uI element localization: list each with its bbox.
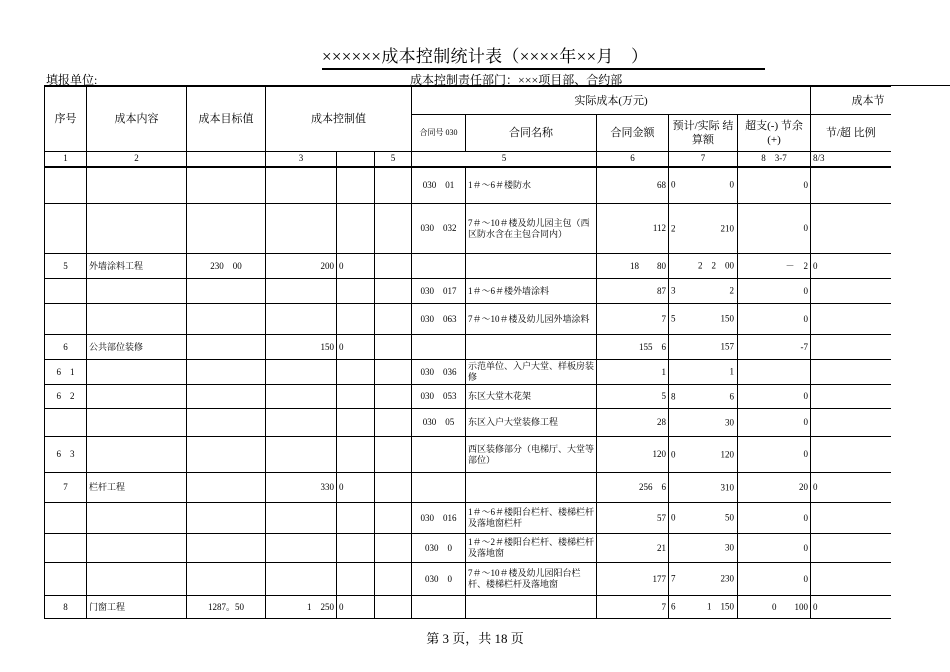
index-cell: 3: [266, 152, 337, 167]
index-cell: 2: [87, 152, 187, 167]
cell-control-b: [337, 360, 375, 385]
cell-amount: 57: [597, 503, 669, 534]
cell-amount: 120: [597, 437, 669, 473]
cell-name: 示范单位、入户大堂、样板房装修: [466, 360, 597, 385]
index-cell: 6: [597, 152, 669, 167]
cell-over: 0: [738, 563, 811, 596]
col-header-contract-no: 合同号 030: [412, 115, 466, 152]
cell-name: [466, 254, 597, 279]
cell-amount: 18 80: [597, 254, 669, 279]
cell-amount: 5: [597, 385, 669, 409]
cell-content: [87, 503, 187, 534]
cell-ratio: [811, 503, 891, 534]
cell-over: 0: [738, 503, 811, 534]
cell-content: 栏杆工程: [87, 473, 187, 503]
cell-amount: 68: [597, 167, 669, 204]
cell-contract: 030 032: [412, 204, 466, 254]
cell-seq: [45, 563, 87, 596]
cell-control: [266, 385, 337, 409]
cell-target: [187, 385, 266, 409]
settlement-cell: [669, 335, 738, 360]
cell-contract: [412, 596, 466, 619]
cell-over: 0: [738, 409, 811, 437]
table-row: [45, 473, 891, 503]
col-header-contract-amount: 合同金额: [597, 115, 669, 152]
cell-seq: [45, 503, 87, 534]
settlement-cell: [669, 167, 738, 204]
cell-content: [87, 563, 187, 596]
cell-name: 7＃～10＃楼及幼儿园阳台栏杆、楼梯栏杆及落地窗: [466, 563, 597, 596]
settlement-value: 2: [729, 285, 734, 296]
table-row: [45, 254, 891, 279]
cell-left-value: 2: [671, 223, 676, 233]
table-row: [45, 304, 891, 335]
cell-target: [187, 279, 266, 304]
cell-ratio: 0: [811, 596, 891, 619]
settlement-cell: [669, 473, 738, 503]
cell-contract: [412, 473, 466, 503]
cell-name: 东区大堂木花架: [466, 385, 597, 409]
cell-name: 1＃～6＃楼防水: [466, 167, 597, 204]
cell-control: [266, 204, 337, 254]
cell-control: [266, 534, 337, 563]
settlement-cell: [669, 534, 738, 563]
cell-control-b: [337, 167, 375, 204]
settlement-cell: [669, 254, 738, 279]
cell-control: [266, 409, 337, 437]
cell-amount: 112: [597, 204, 669, 254]
col-header-seq: 序号: [45, 87, 87, 152]
cell-target: [187, 473, 266, 503]
cell-control-b: [337, 409, 375, 437]
col-header-settlement: 预计/实际 结算额: [669, 115, 738, 152]
cell-control-b: [337, 204, 375, 254]
table-row: [45, 409, 891, 437]
index-cell: [187, 152, 266, 167]
cell-amount: 28: [597, 409, 669, 437]
settlement-value: 150: [720, 313, 734, 324]
cell-control-b: 0: [337, 596, 375, 619]
reporting-unit-label: 填报单位:: [46, 73, 98, 87]
cell-ratio: [811, 563, 891, 596]
cell-over: 0: [738, 304, 811, 335]
cell-target: [187, 360, 266, 385]
cell-control-b: [337, 385, 375, 409]
cell-left-value: 3: [671, 285, 676, 296]
settlement-value: 2 2 00: [697, 260, 734, 271]
cell-seq: [45, 204, 87, 254]
cell-target: [187, 304, 266, 335]
cell-content: [87, 360, 187, 385]
cell-seq: [45, 409, 87, 437]
cell-amount: 87: [597, 279, 669, 304]
cell-control-b: [337, 279, 375, 304]
cell-over: 0: [738, 167, 811, 204]
cell-amount: 256 6: [597, 473, 669, 503]
cell-name: [466, 596, 597, 619]
cell-seq: 5: [45, 254, 87, 279]
cell-name: [466, 473, 597, 503]
cell-seq: 6 2: [45, 385, 87, 409]
cell-ratio: 0: [811, 473, 891, 503]
cell-contract: 030 036: [412, 360, 466, 385]
cell-over: [738, 360, 811, 385]
cell-empty: [375, 409, 412, 437]
cell-name: 东区入户大堂装修工程: [466, 409, 597, 437]
cell-left-value: 6: [671, 601, 676, 612]
cell-seq: [45, 534, 87, 563]
cell-content: [87, 409, 187, 437]
settlement-value: 30: [725, 417, 734, 427]
cell-control-b: [337, 437, 375, 473]
cell-contract: 030 05: [412, 409, 466, 437]
cell-empty: [375, 167, 412, 204]
cell-content: [87, 204, 187, 254]
settlement-value: 50: [725, 512, 734, 523]
cell-empty: [375, 279, 412, 304]
cell-content: 门窗工程: [87, 596, 187, 619]
cell-contract: 030 016: [412, 503, 466, 534]
cost-control-table: [44, 86, 891, 619]
cell-control: 330: [266, 473, 337, 503]
cell-target: [187, 335, 266, 360]
cell-control-b: [337, 563, 375, 596]
table-row: [45, 385, 891, 409]
settlement-cell: [669, 503, 738, 534]
cell-over: 0: [738, 437, 811, 473]
cell-ratio: [811, 279, 891, 304]
cell-control: [266, 167, 337, 204]
settlement-cell: [669, 279, 738, 304]
page-title: ××××××成本控制统计表（××××年××月 ）: [322, 46, 765, 70]
cell-name: 7＃～10＃楼及幼儿园主包（西区防水含在主包合同内）: [466, 204, 597, 254]
cell-over: 0: [738, 204, 811, 254]
cell-over: 0: [738, 534, 811, 563]
settlement-value: 30: [725, 542, 734, 553]
cell-target: [187, 563, 266, 596]
cell-empty: [375, 204, 412, 254]
cell-seq: [45, 167, 87, 204]
settlement-cell: [669, 204, 738, 254]
cell-seq: [45, 279, 87, 304]
cell-left-value: 7: [671, 573, 676, 584]
settlement-cell: [669, 360, 738, 385]
cell-target: 1287。50: [187, 596, 266, 619]
cell-contract: [412, 335, 466, 360]
cell-control-b: 0: [337, 254, 375, 279]
cell-amount: 1: [597, 360, 669, 385]
col-header-contract-name: 合同名称: [466, 115, 597, 152]
cell-content: [87, 279, 187, 304]
settlement-value: 310: [720, 482, 734, 492]
index-cell: [337, 152, 375, 167]
index-cell: 5: [375, 152, 412, 167]
cell-over: 20: [738, 473, 811, 503]
table-row: [45, 563, 891, 596]
cell-over: 0 100: [738, 596, 811, 619]
cell-target: [187, 503, 266, 534]
cell-over: － 2: [738, 254, 811, 279]
index-cell: 8 3-7: [738, 152, 811, 167]
cell-control: [266, 503, 337, 534]
settlement-value: 1: [729, 366, 734, 377]
cell-over: 0: [738, 385, 811, 409]
col-header-actual-group: 实际成本(万元): [412, 87, 811, 115]
settlement-cell: [669, 563, 738, 596]
cell-left-value: 5: [671, 313, 676, 324]
cell-seq: [45, 304, 87, 335]
cell-empty: [375, 385, 412, 409]
cell-left-value: 8: [671, 391, 676, 401]
cell-name: [466, 335, 597, 360]
settlement-cell: [669, 437, 738, 473]
cell-control-b: [337, 503, 375, 534]
cell-control: 150: [266, 335, 337, 360]
cell-contract: 030 01: [412, 167, 466, 204]
settlement-cell: [669, 385, 738, 409]
cell-seq: 6 3: [45, 437, 87, 473]
settlement-cell: [669, 596, 738, 619]
cell-empty: [375, 304, 412, 335]
cell-empty: [375, 473, 412, 503]
cell-content: [87, 167, 187, 204]
cell-name: 西区装修部分（电梯厅、大堂等部位）: [466, 437, 597, 473]
col-header-target: 成本目标值: [187, 87, 266, 152]
cell-content: [87, 437, 187, 473]
settlement-value: 6: [729, 391, 734, 401]
cell-over: 0: [738, 279, 811, 304]
cell-target: 230 00: [187, 254, 266, 279]
index-cell: 1: [45, 152, 87, 167]
settlement-value: 0: [729, 179, 734, 190]
cell-content: [87, 534, 187, 563]
cell-name: 1＃～2＃楼阳台栏杆、楼梯栏杆及落地窗: [466, 534, 597, 563]
cell-name: 1＃～6＃楼外墙涂料: [466, 279, 597, 304]
cell-content: [87, 385, 187, 409]
cell-name: 7＃～10＃楼及幼儿园外墙涂料: [466, 304, 597, 335]
col-header-ratio: 节/超 比例: [811, 115, 891, 152]
cell-seq: 6: [45, 335, 87, 360]
cell-target: [187, 437, 266, 473]
cell-seq: 6 1: [45, 360, 87, 385]
cell-contract: 030 053: [412, 385, 466, 409]
index-cell: 7: [669, 152, 738, 167]
cell-control: [266, 304, 337, 335]
cell-amount: 21: [597, 534, 669, 563]
cell-empty: [375, 534, 412, 563]
cell-empty: [375, 437, 412, 473]
cell-target: [187, 534, 266, 563]
cell-control: [266, 437, 337, 473]
cell-target: [187, 409, 266, 437]
cell-ratio: 0: [811, 254, 891, 279]
cell-control: 1 250: [266, 596, 337, 619]
cell-control: [266, 563, 337, 596]
settlement-cell: [669, 304, 738, 335]
settlement-value: 230: [720, 573, 734, 584]
cell-content: 公共部位装修: [87, 335, 187, 360]
cell-empty: [375, 360, 412, 385]
cell-amount: 155 6: [597, 335, 669, 360]
table-row: [45, 360, 891, 385]
cell-over: -7: [738, 335, 811, 360]
cell-ratio: [811, 409, 891, 437]
cell-amount: 177: [597, 563, 669, 596]
cell-empty: [375, 503, 412, 534]
cell-control: [266, 360, 337, 385]
table-row: [45, 279, 891, 304]
cell-empty: [375, 596, 412, 619]
table-row: [45, 167, 891, 204]
cell-control: [266, 279, 337, 304]
cell-ratio: [811, 167, 891, 204]
cell-amount: 7: [597, 304, 669, 335]
index-cell: 5: [412, 152, 597, 167]
table-row: [45, 596, 891, 619]
cell-empty: [375, 563, 412, 596]
cell-control: 200: [266, 254, 337, 279]
settlement-cell: [669, 409, 738, 437]
cell-control-b: 0: [337, 473, 375, 503]
table-row: [45, 503, 891, 534]
cell-empty: [375, 254, 412, 279]
cell-contract: 030 017: [412, 279, 466, 304]
col-header-content: 成本内容: [87, 87, 187, 152]
cell-contract: 030 0: [412, 563, 466, 596]
col-header-control: 成本控制值: [266, 87, 412, 152]
cell-ratio: [811, 204, 891, 254]
settlement-value: 157: [720, 341, 734, 352]
settlement-value: 210: [720, 223, 734, 233]
cell-name: 1＃～6＃楼阳台栏杆、楼梯栏杆及落地窗栏杆: [466, 503, 597, 534]
cell-target: [187, 204, 266, 254]
table-row: [45, 335, 891, 360]
cell-seq: 7: [45, 473, 87, 503]
cell-contract: 030 063: [412, 304, 466, 335]
cell-control-b: [337, 534, 375, 563]
cell-control-b: [337, 304, 375, 335]
table-row: [45, 437, 891, 473]
cell-ratio: [811, 360, 891, 385]
cell-content: [87, 304, 187, 335]
col-header-over-saving: 超支(-) 节余(+): [738, 115, 811, 152]
cell-ratio: [811, 385, 891, 409]
cell-seq: 8: [45, 596, 87, 619]
responsible-dept-label: 成本控制责任部门：×××项目部、合约部: [410, 73, 623, 87]
cell-control-b: 0: [337, 335, 375, 360]
cell-ratio: [811, 304, 891, 335]
cell-ratio: [811, 437, 891, 473]
table-row: [45, 204, 891, 254]
col-header-saving-group: 成本节: [811, 87, 891, 115]
cell-amount: 7: [597, 596, 669, 619]
cell-content: 外墙涂料工程: [87, 254, 187, 279]
settlement-value: 1 150: [706, 601, 734, 612]
cell-target: [187, 167, 266, 204]
page-number: 第 3 页，共 18 页: [426, 631, 524, 646]
cell-ratio: [811, 335, 891, 360]
table-row: [45, 534, 891, 563]
cell-left-value: 0: [671, 512, 676, 523]
cell-left-value: 0: [671, 449, 676, 459]
settlement-value: 120: [720, 449, 734, 459]
cell-left-value: 0: [671, 179, 676, 190]
index-cell: 8/3: [811, 152, 891, 167]
cell-ratio: [811, 534, 891, 563]
cell-contract: [412, 437, 466, 473]
cell-contract: 030 0: [412, 534, 466, 563]
cell-empty: [375, 335, 412, 360]
cell-contract: [412, 254, 466, 279]
